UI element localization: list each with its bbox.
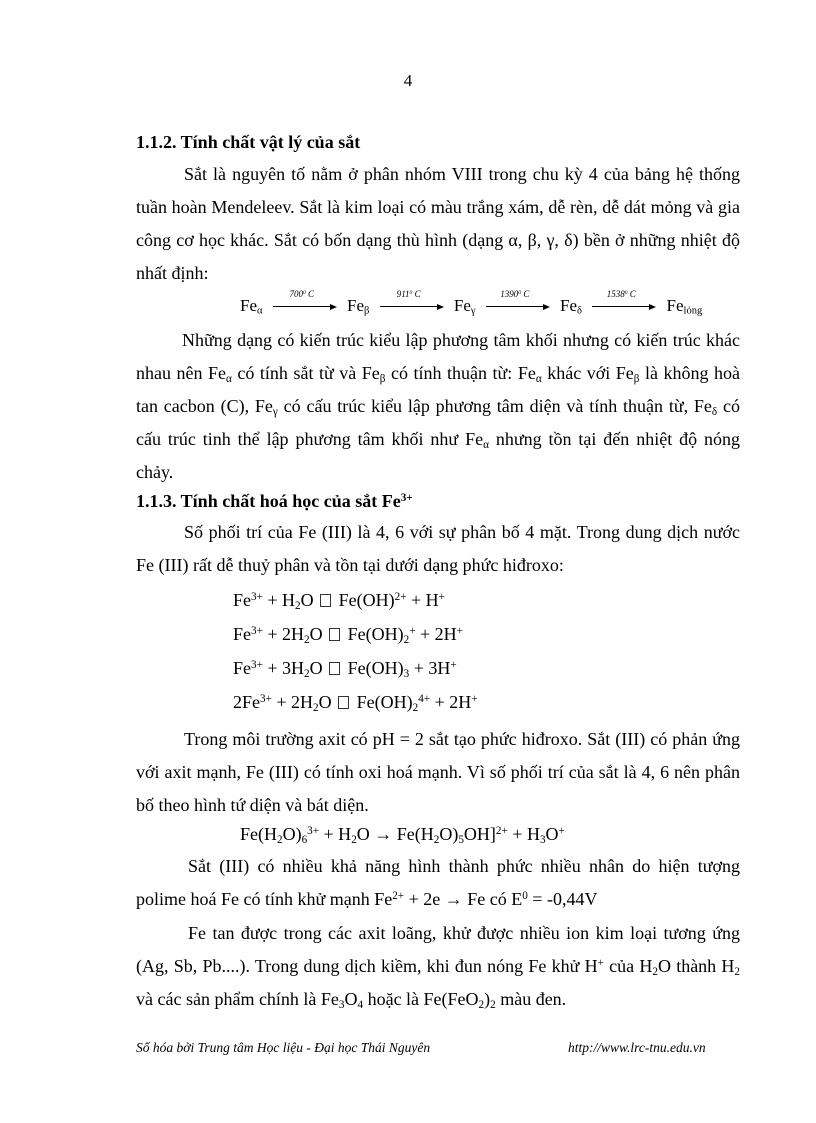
paragraph-hydroxo-complex: Trong môi trường axit có pH = 2 sắt tạo phức hiđroxo. Sắt (III) có phản ứng với axit mạnh, Fe (III) có tính oxi hoá mạnh. Vì số phối trí của sắt là 4, 6 nên phân bố theo hình tứ diện và bát diện.	[136, 729, 740, 815]
equilibrium-symbol	[329, 662, 340, 675]
paragraph-allotrope-structures: Những dạng có kiến trúc kiểu lập phương tâm khối nhưng có kiến trúc khác nhau nên $Fe_\alpha$ có tính sắt từ và $Fe_\beta$ có tính thuận từ: $Fe_\alpha$ khác với $Fe_\beta$ là không hoà tan cacbon (C), $Fe_\gamma$ có cấu trúc kiểu lập phương tâm diện và tính thuận từ, $Fe_\delta$ có cấu trúc tinh thể lập phương tâm khối như $Fe_\alpha$ nhưng tồn tại đến nhiệt độ nóng chảy.	[136, 330, 741, 482]
fe-delta: $Fe_\delta$	[560, 296, 583, 317]
paragraph-iron-overview: Sắt là nguyên tố nằm ở phân nhóm VIII trong chu kỳ 4 của bảng hệ thống tuần hoàn Mendeleev. Sắt là kim loại có màu trắng xám, dễ rèn, dễ dát mỏng và gia công cơ học khác. Sắt có bốn dạng thù hình (dạng α, β, γ, δ) bền ở những nhiệt độ nhất định:	[136, 164, 740, 283]
footer-source: Số hóa bởi Trung tâm Học liệu - Đại học Thái Nguyên	[136, 1040, 431, 1055]
arrow-911: $911^0$ C	[380, 296, 444, 310]
reaction-2: $Fe^{3+} + 2H_2O$ $Fe(OH)_2^+ + 2H^+$	[233, 624, 463, 646]
fe-alpha: $Fe_\alpha$	[240, 296, 263, 317]
fe-liquid: $Fe_{lỏng}$	[666, 296, 703, 317]
page-number: 4	[403, 71, 413, 90]
paragraph-polymerization: Sắt (III) có nhiều khả năng hình thành phức nhiều nhân do hiện tượng polime hoá Fe có tính khử mạnh $Fe^{2+} + 2e \to Fe$ có $E^0 = -0,44V$	[136, 856, 740, 909]
equilibrium-symbol	[329, 628, 340, 641]
heading-text: 1.1.2. Tính chất vật lý của sắt	[136, 132, 361, 152]
heading-chemical-properties: 1.1.3. Tính chất hoá học của sắt $Fe^{3+}$	[136, 491, 413, 511]
fe-gamma: $Fe_\gamma$	[453, 296, 476, 317]
reaction-1: $Fe^{3+} + H_2O$ Fe(OH)$^{2+}$ + H+	[233, 590, 445, 612]
footer-url[interactable]: http://www.lrc-tnu.edu.vn	[568, 1040, 706, 1055]
fe-beta: $Fe_\beta$	[347, 296, 370, 317]
heading-physical-properties	[136, 132, 360, 153]
reaction-5: $Fe(H_2O)_6^{3+} + H_2O \to Fe(H_2O)_5OH]^{2+} + H_3O^+$	[240, 824, 565, 846]
arrow-700: $700^0$ C	[273, 296, 337, 310]
reaction-3: $Fe^{3+} + 3H_2O$ $Fe(OH)_3 + 3H^+$	[233, 658, 457, 680]
reaction-4: $2Fe^{3+} + 2H_2O$ $Fe(OH)_2^{4+} + 2H^+$	[233, 692, 478, 714]
arrow-1390: 1390$^0$ C	[486, 296, 550, 310]
arrow-1538: 1538$^0$ C	[592, 296, 656, 310]
equilibrium-symbol	[338, 696, 349, 709]
paragraph-acid-dissolution: Fe tan được trong các axit loãng, khử được nhiều ion kim loại tương ứng (Ag, Sb, Pb....). Trong dung dịch kiềm, khi đun nóng Fe khử H+ của $H_2O$ thành $H_2$ và các sản phẩm chính là $Fe_3O_4$ hoặc là $Fe(FeO_2)_2$ màu đen.	[136, 923, 740, 1011]
allotrope-transition-scheme	[240, 289, 703, 320]
paragraph-coordination: Số phối trí của Fe (III) là 4, 6 với sự phân bố 4 mặt. Trong dung dịch nước Fe (III) rất dễ thuỷ phân và tồn tại dưới dạng phức hiđroxo:	[136, 522, 740, 575]
equilibrium-symbol	[320, 594, 331, 607]
